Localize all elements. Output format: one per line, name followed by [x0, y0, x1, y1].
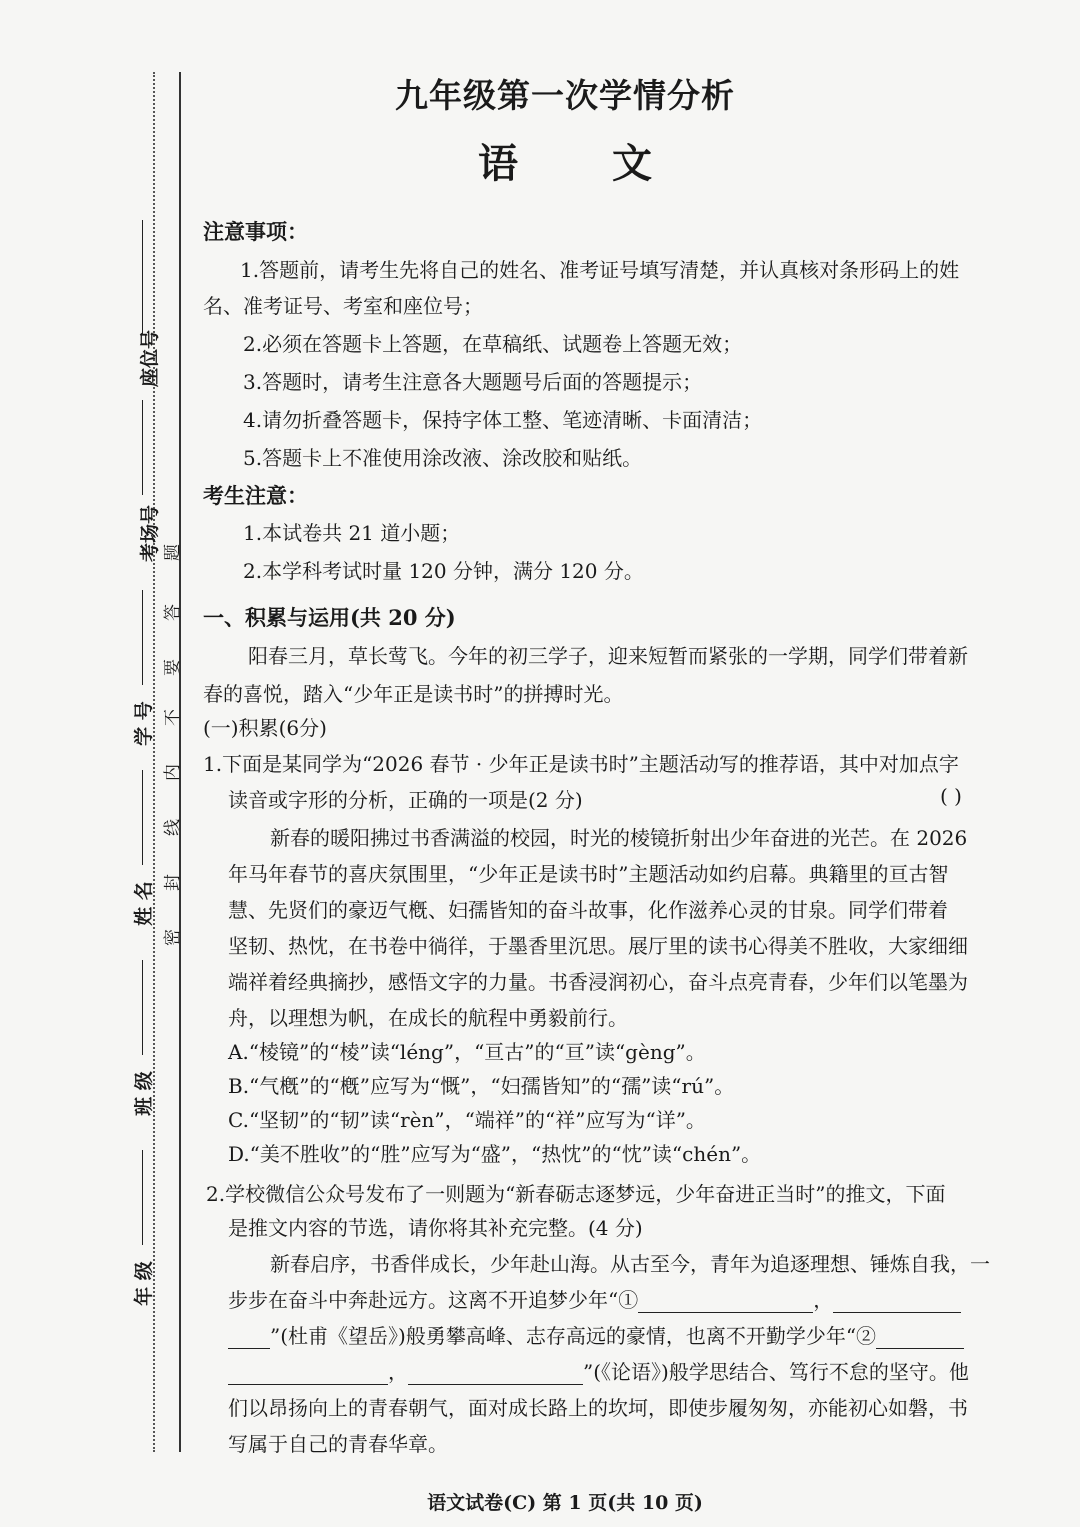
q2-text: 步步在奋斗中奔赴远方。这离不开追梦少年“① — [228, 1288, 639, 1312]
q1-passage-line: 坚韧、热忱，在书卷中徜徉，于墨香里沉思。展厅里的读书心得美不胜收，大家细细 — [228, 934, 968, 958]
candidate-notice-item: 1.本试卷共 21 道小题； — [243, 521, 461, 545]
student-number-field[interactable] — [112, 690, 155, 830]
notice-item: 4.请勿折叠答题卡，保持字体工整、笔迹清晰、卡面清洁； — [243, 408, 763, 432]
class-label: 班 级 — [132, 1071, 155, 1116]
seal-char: 线 — [163, 819, 183, 836]
q1-stem: 1.下面是某同学为“2026 春节 · 少年正是读书时”主题活动写的推荐语，其中对加点字 — [203, 752, 959, 776]
q1-option-c: C.“坚韧”的“韧”读“rèn”，“端祥”的“祥”应写为“详”。 — [228, 1108, 706, 1132]
q1-passage-line: 慧、先贤们的豪迈气槪、妇孺皆知的奋斗故事，化作滋养心灵的甘泉。同学们带着 — [228, 898, 948, 922]
grade-line — [142, 1150, 143, 1245]
name-label: 姓 名 — [132, 881, 155, 926]
grade-label: 年 级 — [132, 1261, 155, 1306]
seal-char: 密 — [163, 929, 183, 946]
seal-char: 内 — [163, 764, 183, 781]
q1-option-a: A.“棱镜”的“棱”读“léng”，“亘古”的“亘”读“gèng”。 — [228, 1040, 706, 1064]
notice-item: 名、准考证号、考室和座位号； — [203, 294, 483, 318]
q2-paragraph-line — [228, 1320, 964, 1349]
seal-char: 题 — [163, 544, 183, 561]
notice-item: 5.答题卡上不准使用涂改液、涂改胶和贴纸。 — [243, 446, 643, 470]
notice-heading: 注意事项： — [203, 219, 308, 244]
q2-stem: 是推文内容的节选，请你将其补充完整。(4 分) — [228, 1216, 643, 1240]
q2-paragraph-line: 新春启序，书香伴成长，少年赴山海。从古至今，青年为追逐理想、锤炼自我，一 — [270, 1252, 990, 1276]
q2-comma: ， — [813, 1288, 834, 1312]
exam-room-label: 考场号 — [139, 504, 162, 563]
q1-option-d: D.“美不胜收”的“胜”应写为“盛”，“热忱”的“忱”读“chén”。 — [228, 1142, 762, 1166]
q1-stem: 读音或字形的分析，正确的一项是(2 分) — [228, 788, 583, 812]
q2-paragraph-line: 们以昂扬向上的青春朝气，面对成长路上的坎坷，即使步履匆匆，亦能初心如磐，书 — [228, 1396, 968, 1420]
section-intro: 阳春三月，草长莺飞。今年的初三学子，迎来短暂而紧张的一学期，同学们带着新 — [248, 644, 968, 668]
exam-title: 九年级第一次学情分析 — [395, 76, 735, 115]
seal-char: 要 — [163, 659, 183, 676]
subject-title: 语 文 — [478, 140, 692, 187]
q1-passage-line: 舟，以理想为帆，在成长的航程中勇毅前行。 — [228, 1006, 628, 1030]
notice-item: 1.答题前，请考生先将自己的姓名、准考证号填写清楚，并认真核对条形码上的姓 — [240, 258, 960, 282]
q2-paragraph-line: 写属于自己的青春华章。 — [228, 1432, 448, 1456]
blank-2c[interactable] — [408, 1364, 583, 1385]
class-line — [142, 960, 143, 1055]
blank-1a[interactable] — [638, 1292, 813, 1313]
binding-margin — [0, 0, 200, 1527]
blank-2a[interactable] — [876, 1328, 964, 1349]
blank-2b[interactable] — [228, 1364, 388, 1385]
name-field[interactable] — [112, 870, 155, 1010]
student-number-label: 学 号 — [132, 701, 155, 746]
notice-item: 3.答题时，请考生注意各大题题号后面的答题提示； — [243, 370, 703, 394]
q1-passage-line: 端祥着经典摘抄，感悟文字的力量。书香浸润初心，奋斗点亮青春，少年们以笔墨为 — [228, 970, 968, 994]
seal-warning — [162, 540, 186, 946]
q2-paragraph-line — [228, 1284, 961, 1313]
blank-1c[interactable] — [228, 1328, 270, 1349]
subsection-heading: (一)积累(6分) — [203, 716, 327, 740]
q2-text: ”(《论语》)般学思结合、笃行不怠的坚守。他 — [583, 1360, 969, 1384]
q2-text: ”(杜甫《望岳》)般勇攀高峰、志存高远的豪情，也离不开勤学少年“② — [270, 1324, 877, 1348]
section-heading: 一、积累与运用(共 20 分) — [203, 605, 456, 630]
student-number-line — [142, 590, 143, 685]
seat-number-label: 座位号 — [139, 329, 162, 388]
candidate-notice-item: 2.本学科考试时量 120 分钟，满分 120 分。 — [243, 559, 644, 583]
seal-char: 不 — [163, 709, 183, 726]
cut-line — [153, 72, 155, 1452]
seal-char: 答 — [163, 604, 183, 621]
exam-room-line — [142, 400, 143, 495]
section-intro: 春的喜悦，踏入“少年正是读书时”的拼搏时光。 — [203, 682, 624, 706]
q1-option-b: B.“气槪”的“槪”应写为“慨”，“妇孺皆知”的“孺”读“rú”。 — [228, 1074, 735, 1098]
seat-number-field[interactable] — [112, 300, 162, 440]
q2-stem: 2.学校微信公众号发布了一则题为“新春砺志逐梦远，少年奋进正当时”的推文，下面 — [206, 1182, 946, 1206]
candidate-notice-heading: 考生注意： — [203, 483, 308, 508]
notice-item: 2.必须在答题卡上答题，在草稿纸、试题卷上答题无效； — [243, 332, 743, 356]
seat-number-line — [142, 220, 143, 335]
name-line — [142, 770, 143, 865]
exam-room-field[interactable] — [112, 500, 162, 640]
q2-paragraph-line — [228, 1356, 969, 1385]
grade-field[interactable] — [112, 1250, 155, 1390]
q1-passage-line: 年马年春节的喜庆氛围里，“少年正是读书时”主题活动如约启幕。典籍里的亘古智 — [228, 862, 949, 886]
seal-char: 封 — [163, 874, 183, 891]
blank-1b[interactable] — [833, 1292, 961, 1313]
page-footer: 语文试卷(C) 第 1 页(共 10 页) — [427, 1492, 703, 1514]
q2-comma: ， — [388, 1360, 408, 1384]
q1-answer-paren[interactable]: ( ) — [940, 784, 962, 808]
q1-passage-line: 新春的暖阳拂过书香满溢的校园，时光的棱镜折射出少年奋进的光芒。在 2026 — [270, 826, 968, 850]
class-field[interactable] — [112, 1060, 155, 1200]
